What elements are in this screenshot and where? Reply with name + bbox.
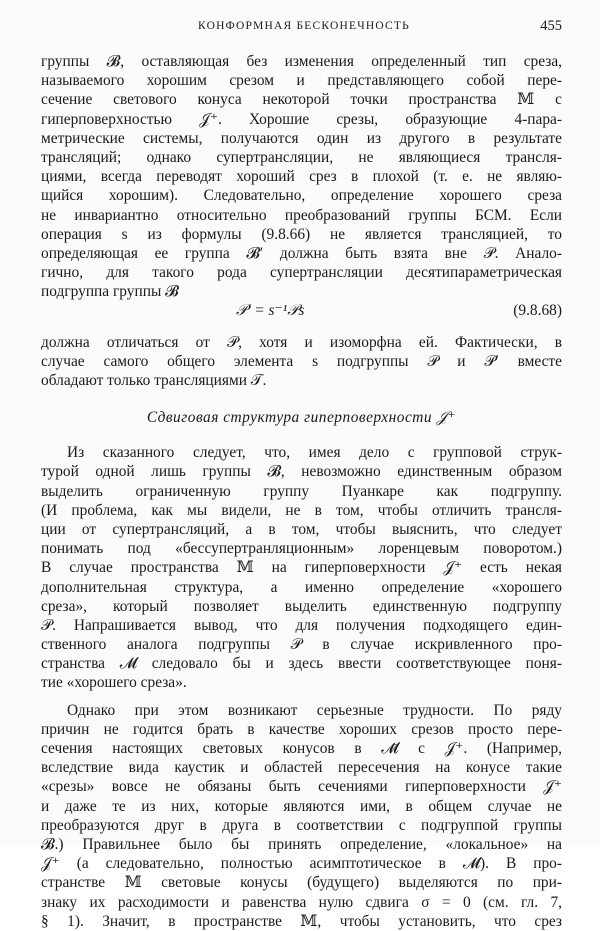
paragraph-2 — [41, 333, 562, 391]
paragraph-1 — [41, 52, 562, 301]
page-body — [41, 52, 562, 931]
running-title: КОНФОРМНАЯ БЕСКОНЕЧНОСТЬ — [198, 20, 410, 32]
text-line: турой одной лишь группы 𝓑, невозможно единственным образом — [41, 463, 562, 481]
text-line: случае самого общего элемента s подгруппы 𝒫 и 𝒫′ вместе — [41, 352, 562, 370]
text-line: преобразуются друг в друга в соответствии с подгруппой группы — [41, 816, 562, 834]
equation-9-8-68 — [41, 301, 562, 320]
text-line: дополнительная структура, а именно определение «хорошего — [41, 578, 562, 596]
text-line: метрические системы, получаются один из другого в результате — [41, 129, 562, 147]
text-line: трансляций; однако супертрансляции, не являющиеся трансля- — [41, 148, 562, 166]
paragraph-4 — [41, 701, 562, 931]
text-line: Однако при этом возникают серьезные трудности. По ряду — [67, 701, 562, 719]
text-line: подгруппа группы 𝓑 — [41, 283, 179, 301]
text-line: выделить ограниченную группу Пуанкаре как подгруппу. — [41, 482, 562, 500]
text-line: 𝒥⁺ (а следовательно, полностью асимптотическое в 𝓜). В про- — [41, 855, 562, 873]
text-line: Из сказанного следует, что, имея дело с групповой струк- — [67, 444, 562, 462]
text-line: тие «хорошего среза». — [41, 674, 187, 692]
text-line: 𝓑.) Правильнее было бы принять определение, «локальное» на — [41, 835, 562, 853]
text-line: должна отличаться от 𝒫, хотя и изоморфна ей. Фактически, в — [41, 333, 562, 351]
text-line: и даже те из них, которые являются ими, в общем случае не — [41, 797, 562, 815]
equation-number: (9.8.68) — [513, 302, 562, 320]
text-line: 𝒫. Напрашивается вывод, что для получения подходящего един- — [41, 616, 562, 634]
text-line: причин не годится брать в качестве хороших срезов просто пере- — [41, 720, 562, 738]
text-line: операция s из формулы (9.8.66) не является трансляцией, то — [41, 225, 562, 243]
text-line: гиперповерхностью 𝒥⁺. Хорошие срезы, образующие 4-пара- — [41, 110, 562, 128]
text-line: ции от супертрансляций, а в том, чтобы выяснить, что следует — [41, 520, 562, 538]
text-line: (И проблема, как мы видели, не в том, чтобы отличить трансля- — [41, 501, 562, 519]
text-line: § 1). Значит, в пространстве 𝕄, чтобы установить, что срез — [41, 912, 562, 930]
section-title: Сдвиговая структура гиперповерхности 𝒥⁺ — [146, 409, 457, 427]
paragraph-3 — [41, 443, 562, 692]
text-line: определяющая ее группа 𝓑′ должна быть взята вне 𝒫. Анало- — [41, 244, 562, 262]
text-line: не инвариантно относительно преобразований группы БСМ. Если — [41, 206, 562, 224]
page-header — [40, 18, 562, 38]
text-line: обладают только трансляциями 𝒯. — [41, 372, 267, 389]
page-number: 455 — [540, 18, 562, 34]
text-line: странстве 𝕄 световые конусы (будущего) выделяются по при- — [41, 874, 562, 892]
text-line: циями, всегда переводят хороший срез в плохой (т. е. не являю- — [41, 168, 562, 186]
equation-formula: 𝒫′ = s⁻¹𝒫s — [236, 302, 305, 320]
text-line: понимать под «бессупертранляционным» лоренцевым поворотом.) — [41, 540, 562, 558]
text-line: странства 𝓜 следовало бы и здесь ввести соответствующее поня- — [41, 655, 562, 673]
text-line: группы 𝓑, оставляющая без изменения определенный тип среза, — [41, 53, 562, 70]
text-line: называемого хорошим срезом и представляющего собой пере- — [41, 72, 562, 90]
text-line: щийся хорошим). Следовательно, определение хорошего среза — [41, 187, 562, 205]
text-line: вследствие вида каустик и областей пересечения на конусе такие — [41, 759, 562, 777]
text-line: среза», который позволяет выделить единственную подгруппу — [41, 597, 562, 615]
text-line: В случае пространства 𝕄 на гиперповерхности 𝒥⁺ есть некая — [41, 559, 562, 577]
text-line: сечения настоящих световых конусов в 𝓜̃ с 𝒥⁺. (Например, — [41, 740, 562, 757]
text-line: ственного аналога подгруппы 𝒫 в случае искривленного про- — [41, 636, 562, 654]
text-line: «срезы» вовсе не обязаны быть сечениями гиперповерхности 𝒥⁺ — [41, 778, 562, 796]
text-line: сечение светового конуса некоторой точки пространства 𝕄 с — [41, 91, 562, 109]
text-line: знаку их расходимости и равенства нулю сдвига σ = 0 (см. гл. 7, — [41, 893, 562, 911]
text-line: гично, для такого рода супертрансляции десятипараметрическая — [41, 264, 562, 282]
